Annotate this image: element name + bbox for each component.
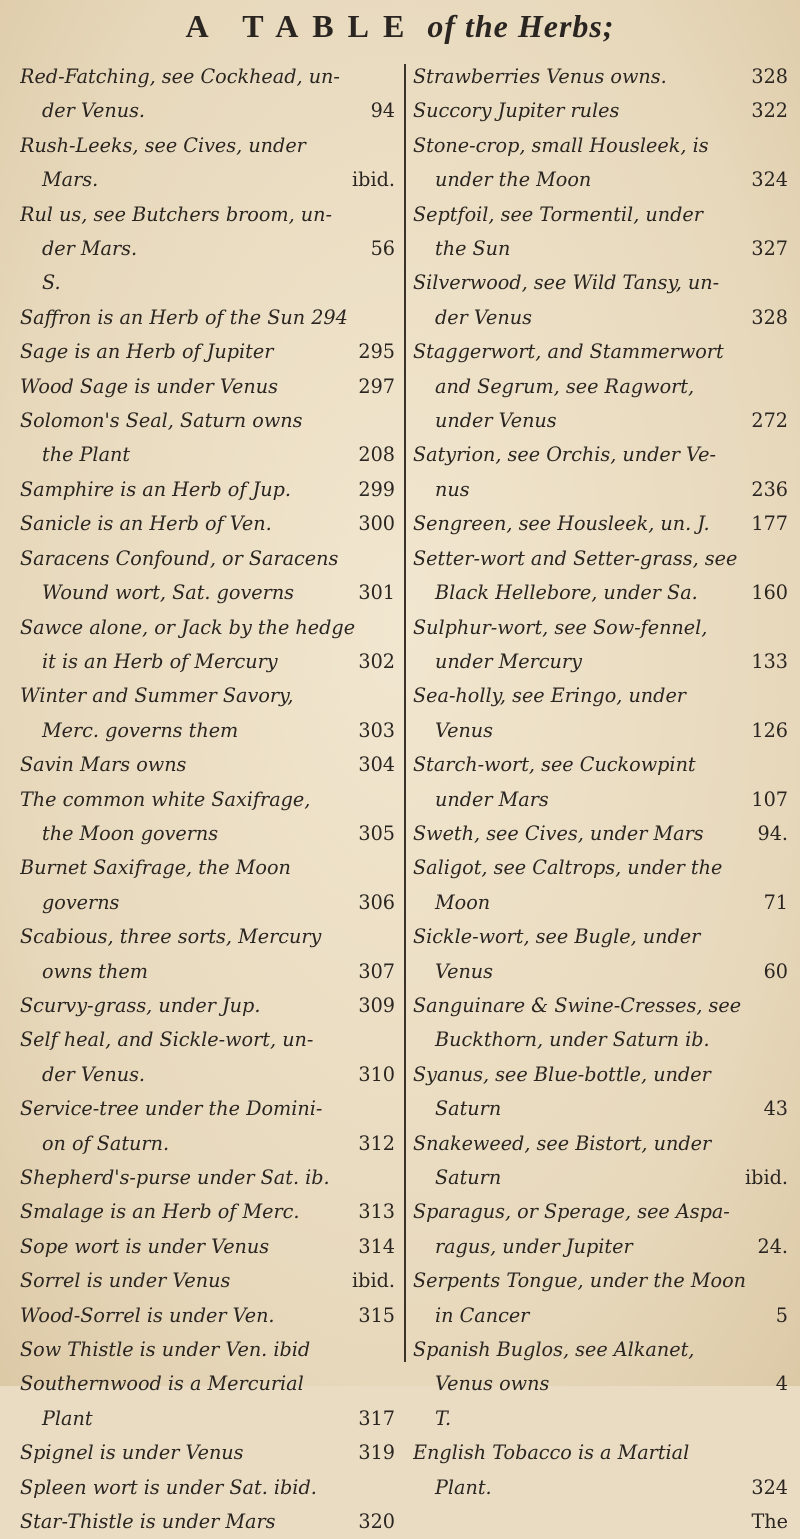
entry-text: Saturn xyxy=(435,1097,502,1121)
left-column xyxy=(20,60,395,1539)
entry-page-number xyxy=(782,129,788,163)
entry-page-number: 299 xyxy=(358,477,395,501)
index-entry-line xyxy=(413,920,788,954)
entry-text: Sope wort is under Venus xyxy=(20,1234,270,1258)
entry-text: Starch-wort, see Cuckowpint xyxy=(413,753,696,777)
index-entry-line xyxy=(20,232,395,266)
index-entry-line xyxy=(20,1471,395,1505)
entry-text: Setter-wort and Setter-grass, see xyxy=(413,546,738,570)
heading-caps: A TABLE xyxy=(185,8,419,44)
entry-text: Southernwood is a Mercurial xyxy=(20,1372,304,1396)
entry-text: Buckthorn, under Saturn ib. xyxy=(435,1028,710,1052)
entry-page-number xyxy=(389,611,395,645)
index-entry-line xyxy=(413,1092,788,1126)
entry-text: der Venus xyxy=(435,305,532,329)
index-entry-line xyxy=(413,851,788,885)
index-entry-line xyxy=(413,60,788,94)
entry-text: Savin Mars owns xyxy=(20,753,187,777)
entry-page-number xyxy=(782,1402,788,1436)
entry-text: Winter and Summer Savory, xyxy=(20,684,294,708)
entry-text: Spignel is under Venus xyxy=(20,1441,244,1465)
index-entry-line xyxy=(20,1195,395,1229)
index-entry-line xyxy=(20,1058,395,1092)
index-entry-line xyxy=(20,748,395,782)
entry-text: Stone-crop, small Housleek, is xyxy=(413,133,709,157)
column-divider xyxy=(404,64,406,1362)
index-entry-line xyxy=(413,1230,788,1264)
entry-text: Succory Jupiter rules xyxy=(413,99,620,123)
entry-page-number: 314 xyxy=(358,1234,395,1258)
index-entry-line xyxy=(20,94,395,128)
entry-text: T. xyxy=(435,1406,452,1430)
entry-page-number xyxy=(389,1092,395,1126)
entry-page-number xyxy=(389,1333,395,1367)
entry-page-number xyxy=(389,920,395,954)
entry-page-number: 310 xyxy=(358,1062,395,1086)
index-entry-line xyxy=(413,404,788,438)
entry-text: on of Saturn. xyxy=(42,1131,170,1155)
entry-text: Venus xyxy=(435,718,494,742)
entry-text: Satyrion, see Orchis, under Ve- xyxy=(413,443,716,467)
entry-text: it is an Herb of Mercury xyxy=(42,649,278,673)
entry-page-number xyxy=(782,1195,788,1229)
index-entry-line xyxy=(413,129,788,163)
entry-page-number: 320 xyxy=(358,1510,395,1534)
index-entry-line xyxy=(20,1230,395,1264)
entry-page-number xyxy=(389,301,395,335)
entry-page-number: 324 xyxy=(751,1475,788,1499)
entry-page-number xyxy=(389,1161,395,1195)
entry-page-number: 43 xyxy=(763,1097,788,1121)
entry-page-number: 94 xyxy=(370,99,395,123)
entry-text: Merc. governs them xyxy=(42,718,239,742)
entry-page-number: 295 xyxy=(358,340,395,364)
entry-page-number: 5 xyxy=(775,1303,788,1327)
entry-page-number xyxy=(389,129,395,163)
entry-text: Sparagus, or Sperage, see Aspa- xyxy=(413,1200,730,1224)
index-entry-line xyxy=(20,714,395,748)
entry-page-number: 313 xyxy=(358,1200,395,1224)
entry-page-number: 24. xyxy=(757,1234,788,1258)
index-entry-line xyxy=(20,817,395,851)
entry-text: Mars. xyxy=(42,168,99,192)
entry-page-number xyxy=(782,1264,788,1298)
entry-text: Sea-holly, see Eringo, under xyxy=(413,684,686,708)
entry-text: the Sun xyxy=(435,237,511,261)
index-entry-line xyxy=(413,1264,788,1298)
index-entry-line xyxy=(413,817,788,851)
entry-page-number xyxy=(782,989,788,1023)
index-entry-line xyxy=(20,645,395,679)
entry-text: Saligot, see Caltrops, under the xyxy=(413,856,723,880)
entry-text: the Moon governs xyxy=(42,821,219,845)
index-entry-line xyxy=(20,542,395,576)
entry-page-number: 309 xyxy=(358,993,395,1017)
index-entry-line xyxy=(20,955,395,989)
index-entry-line xyxy=(20,266,395,300)
index-entry-line xyxy=(20,611,395,645)
index-entry-line xyxy=(20,198,395,232)
index-entry-line xyxy=(413,1023,788,1057)
index-entry-line xyxy=(413,1127,788,1161)
index-entry-line xyxy=(413,94,788,128)
entry-text: under Mercury xyxy=(435,649,582,673)
index-entry-line xyxy=(413,335,788,369)
entry-text: Sawce alone, or Jack by the hedge xyxy=(20,615,356,639)
index-entry-line xyxy=(413,1195,788,1229)
entry-page-number xyxy=(782,266,788,300)
index-entry-line xyxy=(413,1402,788,1436)
index-entry-line xyxy=(20,1161,395,1195)
entry-page-number xyxy=(389,266,395,300)
index-entry-line xyxy=(20,301,395,335)
index-entry-line xyxy=(413,955,788,989)
entry-text: Samphire is an Herb of Jup. xyxy=(20,477,291,501)
entry-page-number xyxy=(389,1367,395,1401)
entry-page-number: 56 xyxy=(370,237,395,261)
entry-text: Saracens Confound, or Saracens xyxy=(20,546,339,570)
entry-text: Sickle-wort, see Bugle, under xyxy=(413,925,701,949)
entry-text: Staggerwort, and Stammerwort xyxy=(413,340,724,364)
entry-text: the Plant xyxy=(42,443,131,467)
entry-page-number: 301 xyxy=(358,581,395,605)
entry-text: Scabious, three sorts, Mercury xyxy=(20,925,322,949)
index-entry-line xyxy=(413,1505,788,1539)
index-entry-line xyxy=(413,232,788,266)
entry-page-number: 319 xyxy=(358,1441,395,1465)
entry-text: The common white Saxifrage, xyxy=(20,787,311,811)
index-entry-line xyxy=(20,60,395,94)
entry-text: Venus xyxy=(435,959,494,983)
entry-page-number: 177 xyxy=(751,512,788,536)
entry-page-number: 133 xyxy=(751,649,788,673)
entry-page-number: 236 xyxy=(751,477,788,501)
entry-page-number: 328 xyxy=(751,305,788,329)
index-entry-line xyxy=(20,1505,395,1539)
entry-text: Septfoil, see Tormentil, under xyxy=(413,202,703,226)
index-entry-line xyxy=(413,886,788,920)
entry-page-number: 304 xyxy=(358,753,395,777)
entry-page-number: ibid. xyxy=(352,168,395,192)
entry-text: Sengreen, see Housleek, un. J. xyxy=(413,512,710,536)
entry-page-number xyxy=(389,60,395,94)
entry-page-number xyxy=(389,198,395,232)
entry-text: Rush-Leeks, see Cives, under xyxy=(20,133,306,157)
entry-page-number: 160 xyxy=(751,581,788,605)
entry-page-number: 324 xyxy=(751,168,788,192)
entry-text: nus xyxy=(435,477,470,501)
entry-page-number: 60 xyxy=(763,959,788,983)
index-entry-line xyxy=(20,576,395,610)
index-entry-line xyxy=(20,163,395,197)
entry-page-number xyxy=(782,851,788,885)
index-entry-line xyxy=(20,851,395,885)
index-entry-line xyxy=(20,1264,395,1298)
entry-text: under Venus xyxy=(435,409,557,433)
entry-page-number: 315 xyxy=(358,1303,395,1327)
index-entry-line xyxy=(413,748,788,782)
index-entry-line xyxy=(20,1333,395,1367)
index-entry-line xyxy=(413,301,788,335)
index-entry-line xyxy=(413,1367,788,1401)
index-entry-line xyxy=(413,1333,788,1367)
entry-text: Wood-Sorrel is under Ven. xyxy=(20,1303,275,1327)
entry-page-number: 303 xyxy=(358,718,395,742)
entry-page-number: 306 xyxy=(358,890,395,914)
index-entry-line xyxy=(20,1092,395,1126)
page-heading xyxy=(0,8,800,45)
entry-text: ragus, under Jupiter xyxy=(435,1234,633,1258)
entry-page-number xyxy=(782,1436,788,1470)
entry-page-number xyxy=(389,783,395,817)
index-entry-line xyxy=(413,783,788,817)
entry-page-number: 307 xyxy=(358,959,395,983)
index-entry-line xyxy=(413,473,788,507)
entry-page-number: 297 xyxy=(358,374,395,398)
index-entry-line xyxy=(20,438,395,472)
entry-text: Sorrel is under Venus xyxy=(20,1269,231,1293)
entry-page-number xyxy=(389,1023,395,1057)
entry-page-number: 126 xyxy=(751,718,788,742)
index-entry-line xyxy=(20,1127,395,1161)
entry-page-number: 317 xyxy=(358,1406,395,1430)
index-entry-line xyxy=(413,542,788,576)
entry-text: der Venus. xyxy=(42,1062,146,1086)
index-entry-line xyxy=(413,438,788,472)
entry-page-number: 305 xyxy=(358,821,395,845)
index-entry-line xyxy=(20,1299,395,1333)
index-entry-line xyxy=(413,611,788,645)
index-entry-line xyxy=(413,1436,788,1470)
index-entry-line xyxy=(413,989,788,1023)
entry-text: Syanus, see Blue-bottle, under xyxy=(413,1062,711,1086)
entry-text: Sage is an Herb of Jupiter xyxy=(20,340,274,364)
entry-page-number xyxy=(782,1058,788,1092)
entry-page-number xyxy=(782,748,788,782)
entry-text: Solomon's Seal, Saturn owns xyxy=(20,409,303,433)
entry-text: Sow Thistle is under Ven. ibid xyxy=(20,1338,311,1362)
entry-text: Snakeweed, see Bistort, under xyxy=(413,1131,712,1155)
entry-text: Strawberries Venus owns. xyxy=(413,65,667,88)
entry-text: Moon xyxy=(435,890,491,914)
entry-page-number: 300 xyxy=(358,512,395,536)
entry-text: under Mars xyxy=(435,787,549,811)
entry-text: under the Moon xyxy=(435,168,592,192)
entry-page-number xyxy=(782,920,788,954)
entry-text: Silverwood, see Wild Tansy, un- xyxy=(413,271,720,295)
entry-text: Sanicle is an Herb of Ven. xyxy=(20,512,272,536)
index-entry-line xyxy=(413,507,788,541)
index-entry-line xyxy=(20,783,395,817)
entry-page-number xyxy=(782,611,788,645)
index-entry-line xyxy=(413,370,788,404)
entry-page-number xyxy=(782,542,788,576)
index-entry-line xyxy=(20,1402,395,1436)
index-entry-line xyxy=(413,645,788,679)
index-entry-line xyxy=(20,335,395,369)
entry-text: Plant. xyxy=(435,1475,492,1499)
entry-page-number xyxy=(389,679,395,713)
index-entry-line xyxy=(413,576,788,610)
heading-rest: of the Herbs; xyxy=(427,8,615,44)
entry-page-number xyxy=(782,679,788,713)
index-entry-line xyxy=(413,1299,788,1333)
entry-text: Self heal, and Sickle-wort, un- xyxy=(20,1028,314,1052)
entry-page-number xyxy=(389,1471,395,1505)
entry-text: in Cancer xyxy=(435,1303,530,1327)
entry-text: Saffron is an Herb of the Sun 294 xyxy=(20,305,348,329)
entry-page-number xyxy=(782,198,788,232)
right-column xyxy=(413,60,788,1539)
index-entry-line xyxy=(413,714,788,748)
entry-text: Sweth, see Cives, under Mars xyxy=(413,821,704,845)
index-entry-line xyxy=(20,1023,395,1057)
entry-text: Smalage is an Herb of Merc. xyxy=(20,1200,300,1224)
entry-page-number: 322 xyxy=(751,99,788,123)
entry-text: Shepherd's-purse under Sat. ib. xyxy=(20,1166,330,1189)
entry-page-number: 94. xyxy=(757,821,788,845)
entry-page-number xyxy=(782,438,788,472)
index-entry-line xyxy=(20,507,395,541)
entry-page-number: 208 xyxy=(358,443,395,467)
entry-text: Wound wort, Sat. governs xyxy=(42,581,295,605)
index-entry-line xyxy=(413,1471,788,1505)
index-entry-line xyxy=(413,198,788,232)
entry-page-number xyxy=(389,851,395,885)
index-entry-line xyxy=(413,1058,788,1092)
index-entry-line xyxy=(20,920,395,954)
entry-page-number xyxy=(782,335,788,369)
entry-page-number: 327 xyxy=(751,237,788,261)
entry-page-number: 107 xyxy=(751,787,788,811)
entry-page-number: 312 xyxy=(358,1131,395,1155)
index-entry-line xyxy=(20,679,395,713)
entry-text: Service-tree under the Domini- xyxy=(20,1097,323,1121)
index-entry-line xyxy=(20,129,395,163)
entry-text: Serpents Tongue, under the Moon xyxy=(413,1269,746,1293)
index-entry-line xyxy=(20,473,395,507)
entry-text: Saturn xyxy=(435,1166,502,1189)
entry-text: Rul us, see Butchers broom, un- xyxy=(20,202,332,226)
entry-page-number: 4 xyxy=(775,1372,788,1396)
entry-text: S. xyxy=(42,271,61,295)
entry-text: owns them xyxy=(42,959,148,983)
index-entry-line xyxy=(20,1367,395,1401)
entry-text: Plant xyxy=(42,1406,93,1430)
entry-text: Burnet Saxifrage, the Moon xyxy=(20,856,291,880)
entry-text: Sanguinare & Swine-Cresses, see xyxy=(413,993,742,1017)
entry-page-number xyxy=(782,1023,788,1057)
entry-page-number xyxy=(782,1127,788,1161)
index-entry-line xyxy=(413,679,788,713)
entry-page-number: 328 xyxy=(751,65,788,88)
index-entry-line xyxy=(413,266,788,300)
index-entry-line xyxy=(20,404,395,438)
index-entry-line xyxy=(20,886,395,920)
entry-text: Wood Sage is under Venus xyxy=(20,374,278,398)
entry-page-number: 71 xyxy=(763,890,788,914)
entry-text: der Venus. xyxy=(42,99,146,123)
entry-text: Star-Thistle is under Mars xyxy=(20,1510,276,1534)
index-entry-line xyxy=(20,989,395,1023)
entry-page-number xyxy=(782,370,788,404)
entry-text: Scurvy-grass, under Jup. xyxy=(20,993,261,1017)
entry-page-number: 302 xyxy=(358,649,395,673)
entry-text: der Mars. xyxy=(42,237,138,261)
entry-text: English Tobacco is a Martial xyxy=(413,1441,690,1465)
entry-text: Spleen wort is under Sat. ibid. xyxy=(20,1475,317,1499)
entry-text: Venus owns xyxy=(435,1372,550,1396)
entry-page-number: ibid. xyxy=(745,1166,788,1189)
index-entry-line xyxy=(20,1436,395,1470)
entry-page-number: The xyxy=(751,1510,788,1534)
entry-page-number: 272 xyxy=(751,409,788,433)
entry-page-number xyxy=(782,1333,788,1367)
entry-page-number: ibid. xyxy=(352,1269,395,1293)
entry-text: governs xyxy=(42,890,120,914)
entry-text: Black Hellebore, under Sa. xyxy=(435,581,698,605)
entry-text: Spanish Buglos, see Alkanet, xyxy=(413,1338,695,1362)
entry-text: Sulphur-wort, see Sow-fennel, xyxy=(413,615,708,639)
entry-text: and Segrum, see Ragwort, xyxy=(435,374,695,398)
entry-page-number xyxy=(389,542,395,576)
index-entry-line xyxy=(413,163,788,197)
entry-text: Red-Fatching, see Cockhead, un- xyxy=(20,65,340,88)
index-entry-line xyxy=(413,1161,788,1195)
index-entry-line xyxy=(20,370,395,404)
entry-page-number xyxy=(389,404,395,438)
